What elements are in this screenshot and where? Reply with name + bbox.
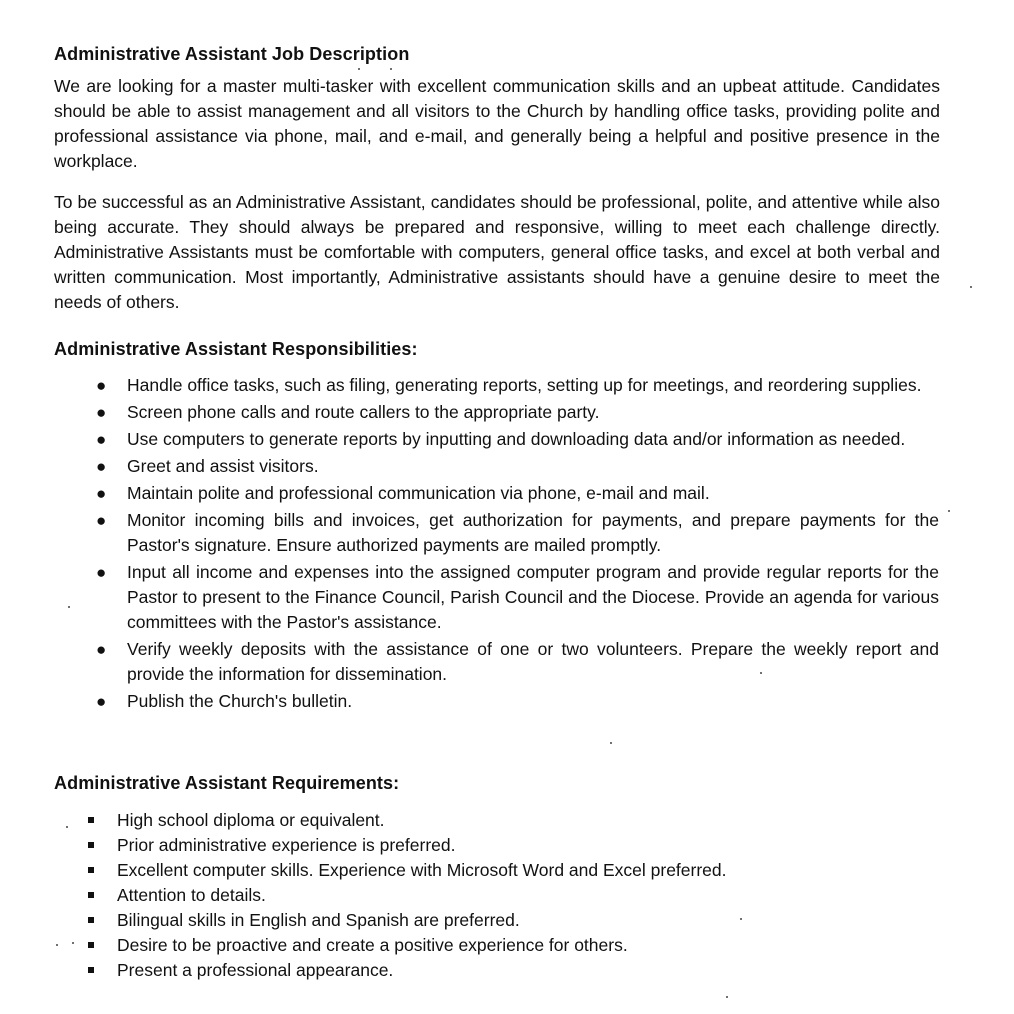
list-item bbox=[0, 883, 727, 908]
intro-paragraph-2: To be successful as an Administrative Assistant, candidates should be professional, polite, and attentive while also being accurate. They should always be prepared and responsive, willing to meet each challenge directly. Administrative Assistants must be comfortable with computers, general office tasks, and excel at both verbal and written communication. Most importantly, Administrative assistants should have a genuine desire to meet the needs of others. bbox=[54, 191, 940, 312]
requirement-text: Present a professional appearance. bbox=[117, 960, 394, 980]
list-item bbox=[0, 958, 727, 983]
square-bullet-icon bbox=[88, 967, 94, 973]
list-item bbox=[0, 481, 939, 506]
scan-speck bbox=[72, 942, 74, 944]
list-item bbox=[0, 908, 727, 933]
responsibility-text: Screen phone calls and route callers to the appropriate party. bbox=[127, 402, 600, 422]
bullet-icon: ● bbox=[96, 640, 107, 659]
square-bullet-icon bbox=[88, 942, 94, 948]
requirement-text: Desire to be proactive and create a positive experience for others. bbox=[117, 935, 628, 955]
scan-speck bbox=[740, 918, 742, 920]
requirements-heading: Administrative Assistant Requirements: bbox=[54, 773, 400, 793]
scan-speck bbox=[56, 944, 58, 946]
responsibility-text: Publish the Church's bulletin. bbox=[127, 691, 353, 711]
scan-speck bbox=[390, 68, 392, 70]
list-item bbox=[0, 373, 939, 398]
list-item bbox=[0, 689, 939, 714]
responsibilities-list bbox=[0, 373, 1014, 716]
requirement-text: Excellent computer skills. Experience with Microsoft Word and Excel preferred. bbox=[117, 860, 727, 880]
scan-speck bbox=[970, 286, 972, 288]
responsibility-text: Verify weekly deposits with the assistance of one or two volunteers. Prepare the weekly report and provide the information for dissemination. bbox=[127, 639, 939, 684]
list-item bbox=[0, 427, 939, 452]
list-item bbox=[0, 808, 727, 833]
scan-speck bbox=[68, 606, 70, 608]
list-item bbox=[0, 637, 939, 687]
requirement-text: Prior administrative experience is preferred. bbox=[117, 835, 456, 855]
responsibility-text: Greet and assist visitors. bbox=[127, 456, 319, 476]
responsibilities-heading: Administrative Assistant Responsibilities: bbox=[54, 339, 418, 359]
bullet-icon: ● bbox=[96, 457, 107, 476]
scan-speck bbox=[358, 68, 360, 70]
requirement-text: Attention to details. bbox=[117, 885, 266, 905]
list-item bbox=[0, 933, 727, 958]
scan-speck bbox=[760, 672, 762, 674]
requirements-list bbox=[0, 808, 727, 983]
bullet-icon: ● bbox=[96, 376, 107, 395]
square-bullet-icon bbox=[88, 842, 94, 848]
scan-speck bbox=[948, 510, 950, 512]
requirement-text: High school diploma or equivalent. bbox=[117, 810, 385, 830]
square-bullet-icon bbox=[88, 867, 94, 873]
document-title: Administrative Assistant Job Description bbox=[54, 44, 410, 64]
list-item bbox=[0, 400, 939, 425]
bullet-icon: ● bbox=[96, 403, 107, 422]
square-bullet-icon bbox=[88, 892, 94, 898]
list-item bbox=[0, 508, 939, 558]
scan-speck bbox=[610, 742, 612, 744]
bullet-icon: ● bbox=[96, 430, 107, 449]
responsibility-text: Monitor incoming bills and invoices, get authorization for payments, and prepare payments for the Pastor's signature. Ensure authorized payments are mailed promptly. bbox=[127, 510, 939, 555]
list-item bbox=[0, 454, 939, 479]
responsibility-text: Input all income and expenses into the assigned computer program and provide regular reports for the Pastor to present to the Finance Council, Parish Council and the Diocese. Provide an agenda for various committees with the Pastor's assistance. bbox=[127, 562, 939, 632]
responsibility-text: Use computers to generate reports by inputting and downloading data and/or information as needed. bbox=[127, 429, 906, 449]
bullet-icon: ● bbox=[96, 511, 107, 530]
scan-speck bbox=[66, 826, 68, 828]
bullet-icon: ● bbox=[96, 484, 107, 503]
bullet-icon: ● bbox=[96, 692, 107, 711]
requirement-text: Bilingual skills in English and Spanish are preferred. bbox=[117, 910, 520, 930]
responsibility-text: Handle office tasks, such as filing, generating reports, setting up for meetings, and reordering supplies. bbox=[127, 375, 922, 395]
responsibility-text: Maintain polite and professional communication via phone, e-mail and mail. bbox=[127, 483, 710, 503]
intro-paragraph-1: We are looking for a master multi-tasker with excellent communication skills and an upbeat attitude. Candidates should be able to assist management and all visitors to the Church by handling office tasks, providing polite and professional assistance via phone, mail, and e-mail, and generally being a helpful and positive presence in the workplace. bbox=[54, 75, 940, 171]
list-item bbox=[0, 560, 939, 635]
square-bullet-icon bbox=[88, 917, 94, 923]
square-bullet-icon bbox=[88, 817, 94, 823]
bullet-icon: ● bbox=[96, 563, 107, 582]
list-item bbox=[0, 833, 727, 858]
list-item bbox=[0, 858, 727, 883]
scan-speck bbox=[726, 996, 728, 998]
